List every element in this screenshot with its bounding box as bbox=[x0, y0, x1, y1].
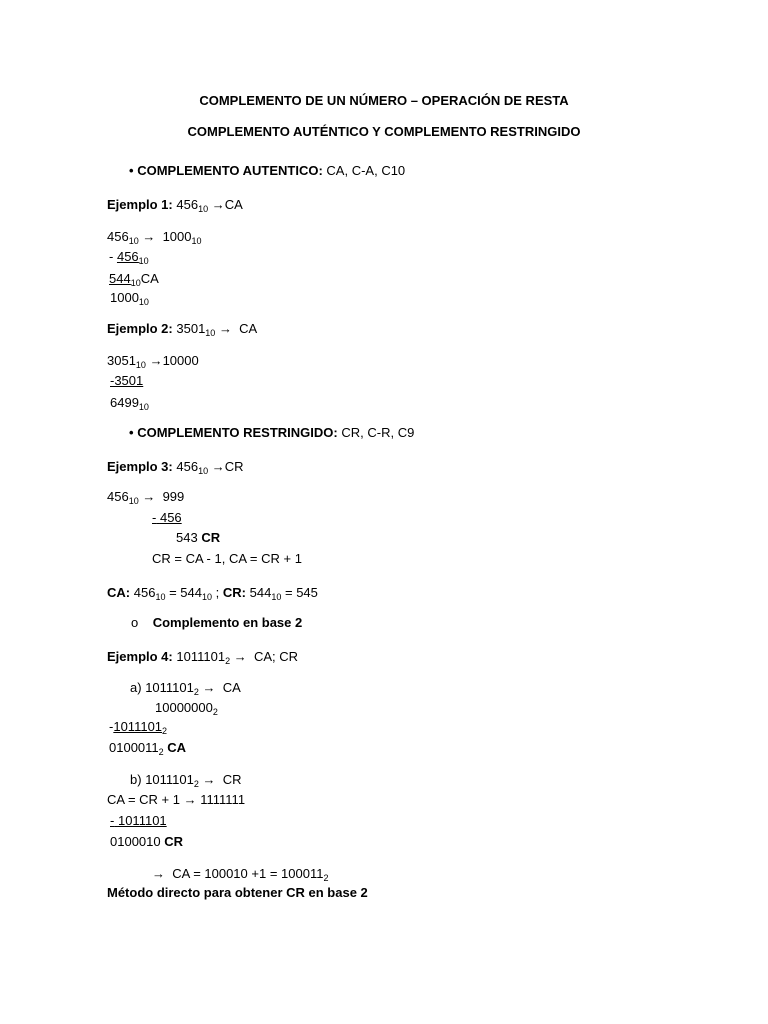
ejemplo-4-heading: Ejemplo 4: $1011101_2$ → CA; CR bbox=[107, 649, 298, 666]
ejemplo-4a-line-2: $10000000_2$ bbox=[155, 700, 218, 717]
ejemplo-1-line-1: $456_{10} \to 1000_{10}$ bbox=[107, 229, 202, 246]
ejemplo-1-line-4: $1000_{10}$ bbox=[110, 290, 149, 307]
ejemplo-2-line-3: $6499_{10}$ bbox=[110, 395, 149, 412]
ejemplo-4b-line-4: 0100010 CR bbox=[110, 834, 184, 849]
ejemplo-3-line-3: 543 CR bbox=[176, 530, 221, 545]
ejemplo-2-line-2: -3501 bbox=[110, 373, 144, 388]
ejemplo-4b-line-3: - 1011101 bbox=[110, 813, 167, 828]
ejemplo-4b-heading: b) $1011101_2$ → CR bbox=[130, 772, 242, 789]
ejemplo-4a-line-4: $0100011_2$ CA bbox=[109, 740, 187, 757]
ejemplo-3-line-2: - 456 bbox=[152, 510, 182, 525]
ejemplo-1-heading: Ejemplo 1: $456_{10} \to CA$ bbox=[107, 197, 243, 214]
bullet-complemento-restringido: • COMPLEMENTO RESTRINGIDO: CR, C-R, C9 bbox=[129, 425, 415, 440]
ejemplo-4a-heading: a) $1011101_2$ → CA bbox=[130, 680, 241, 697]
ejemplo-4b-line-5: → CA = $100010 +1 = 100011_2$ bbox=[152, 866, 329, 883]
bullet-complemento-autentico: • COMPLEMENTO AUTENTICO: CA, C-A, C10 bbox=[129, 163, 406, 178]
ejemplo-1-line-3: $544_{10}CA$ bbox=[109, 271, 159, 288]
document-subtitle: COMPLEMENTO AUTÉNTICO Y COMPLEMENTO RESTRINGIDO bbox=[187, 124, 581, 139]
final-heading: Método directo para obtener CR en base 2 bbox=[107, 885, 368, 900]
ejemplo-2-heading: Ejemplo 2: $3501_{10}$ → CA bbox=[107, 321, 258, 338]
ejemplo-4b-line-2: CA = CR + 1 → 1111111 bbox=[107, 792, 246, 807]
document-title: COMPLEMENTO DE UN NÚMERO – OPERACIÓN DE RESTA bbox=[199, 93, 569, 108]
ejemplo-4a-line-3: $-1011101_2$ bbox=[109, 719, 168, 736]
ejemplo-3-line-4: CR = CA - 1, CA = CR + 1 bbox=[152, 551, 302, 566]
ejemplo-3-heading: Ejemplo 3: $456_{10} \to CR$ bbox=[107, 459, 244, 476]
sub-bullet-base-2: o Complemento en base 2 bbox=[131, 615, 303, 630]
ejemplo-3-line-1: $456_{10} \to 999$ bbox=[107, 489, 185, 506]
ca-cr-summary: CA: $456_{10} = 544_{10}$ ; CR: $544_{10} = 545$ bbox=[107, 585, 318, 602]
ejemplo-2-line-1: $3051_{10} \to 10000$ bbox=[107, 353, 199, 370]
ejemplo-1-line-2: - $456_{10}$ bbox=[109, 249, 149, 266]
